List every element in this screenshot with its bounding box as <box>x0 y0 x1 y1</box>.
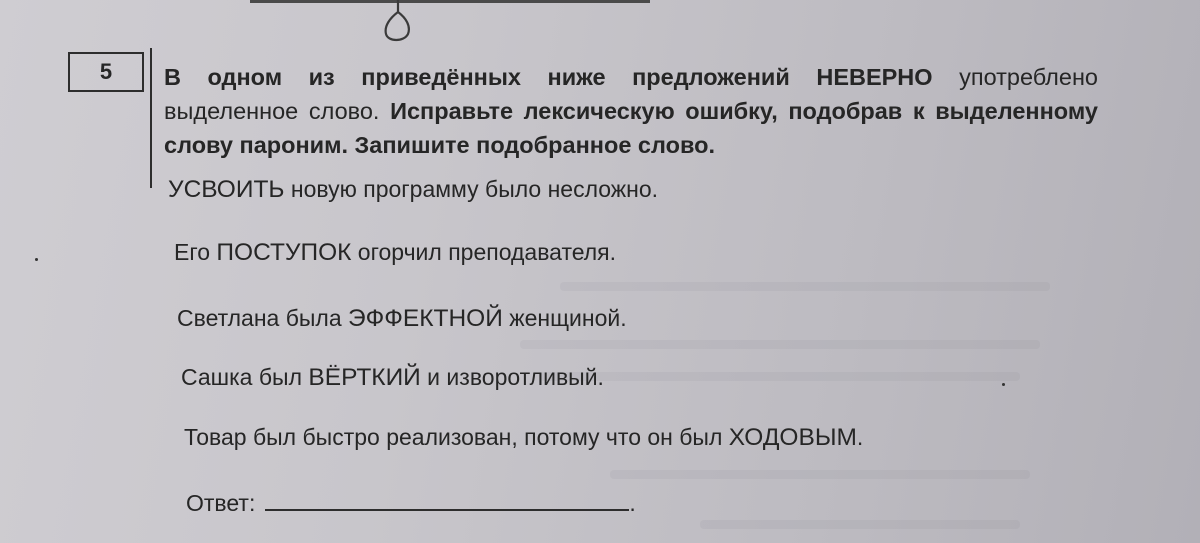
sentence-1 <box>168 174 658 205</box>
top-divider-line <box>250 0 650 3</box>
answer-label: Ответ: <box>186 490 256 516</box>
bleed-through-text <box>560 282 1050 291</box>
highlighted-word: УСВОИТЬ <box>168 176 285 203</box>
paper-speck <box>35 258 38 261</box>
question-number: 5 <box>99 59 113 84</box>
highlighted-word: ЭФФЕКТНОЙ <box>348 305 503 332</box>
instruction-part-2: употреблено выделенное слово. <box>164 64 1098 124</box>
sentence-text: Сашка был <box>181 364 309 390</box>
sentence-text: новую программу было несложно. <box>284 176 659 202</box>
sentence-text: . <box>856 424 864 450</box>
sentence-4 <box>181 362 604 393</box>
paper-speck <box>1002 383 1005 386</box>
highlighted-word: ВЁРТКИЙ <box>308 364 421 391</box>
sentence-text: Его <box>174 239 217 265</box>
bleed-through-text <box>540 372 1020 381</box>
sentence-text: женщиной. <box>502 305 627 331</box>
question-divider <box>150 48 152 188</box>
handwritten-mark <box>380 0 414 44</box>
bleed-through-text <box>700 520 1020 529</box>
sentence-text: Товар был быстро реализован, потому что он был <box>184 424 729 450</box>
sentence-2 <box>174 237 616 268</box>
instruction-part-3: Исправьте лексическую ошибку, подобрав к выделенному слову пароним. Запишите подобранное слово. <box>164 98 1098 158</box>
sentence-text: и изворотливый. <box>420 364 604 390</box>
sentence-text: огорчил преподавателя. <box>351 239 617 265</box>
instruction-part-1: В одном из приведённых ниже предложений НЕВЕРНО <box>164 64 960 90</box>
question-number-box <box>68 52 144 92</box>
highlighted-word: ХОДОВЫМ <box>728 424 857 451</box>
bleed-through-text <box>610 470 1030 479</box>
answer-field[interactable] <box>265 485 629 511</box>
answer-end: . <box>629 490 636 516</box>
highlighted-word: ПОСТУПОК <box>216 239 352 266</box>
sentence-text: Светлана была <box>177 305 349 331</box>
sentence-5 <box>184 422 863 453</box>
answer-row <box>186 485 636 518</box>
bleed-through-text <box>520 340 1040 349</box>
sentence-3 <box>177 303 627 334</box>
question-instructions <box>164 60 1098 162</box>
